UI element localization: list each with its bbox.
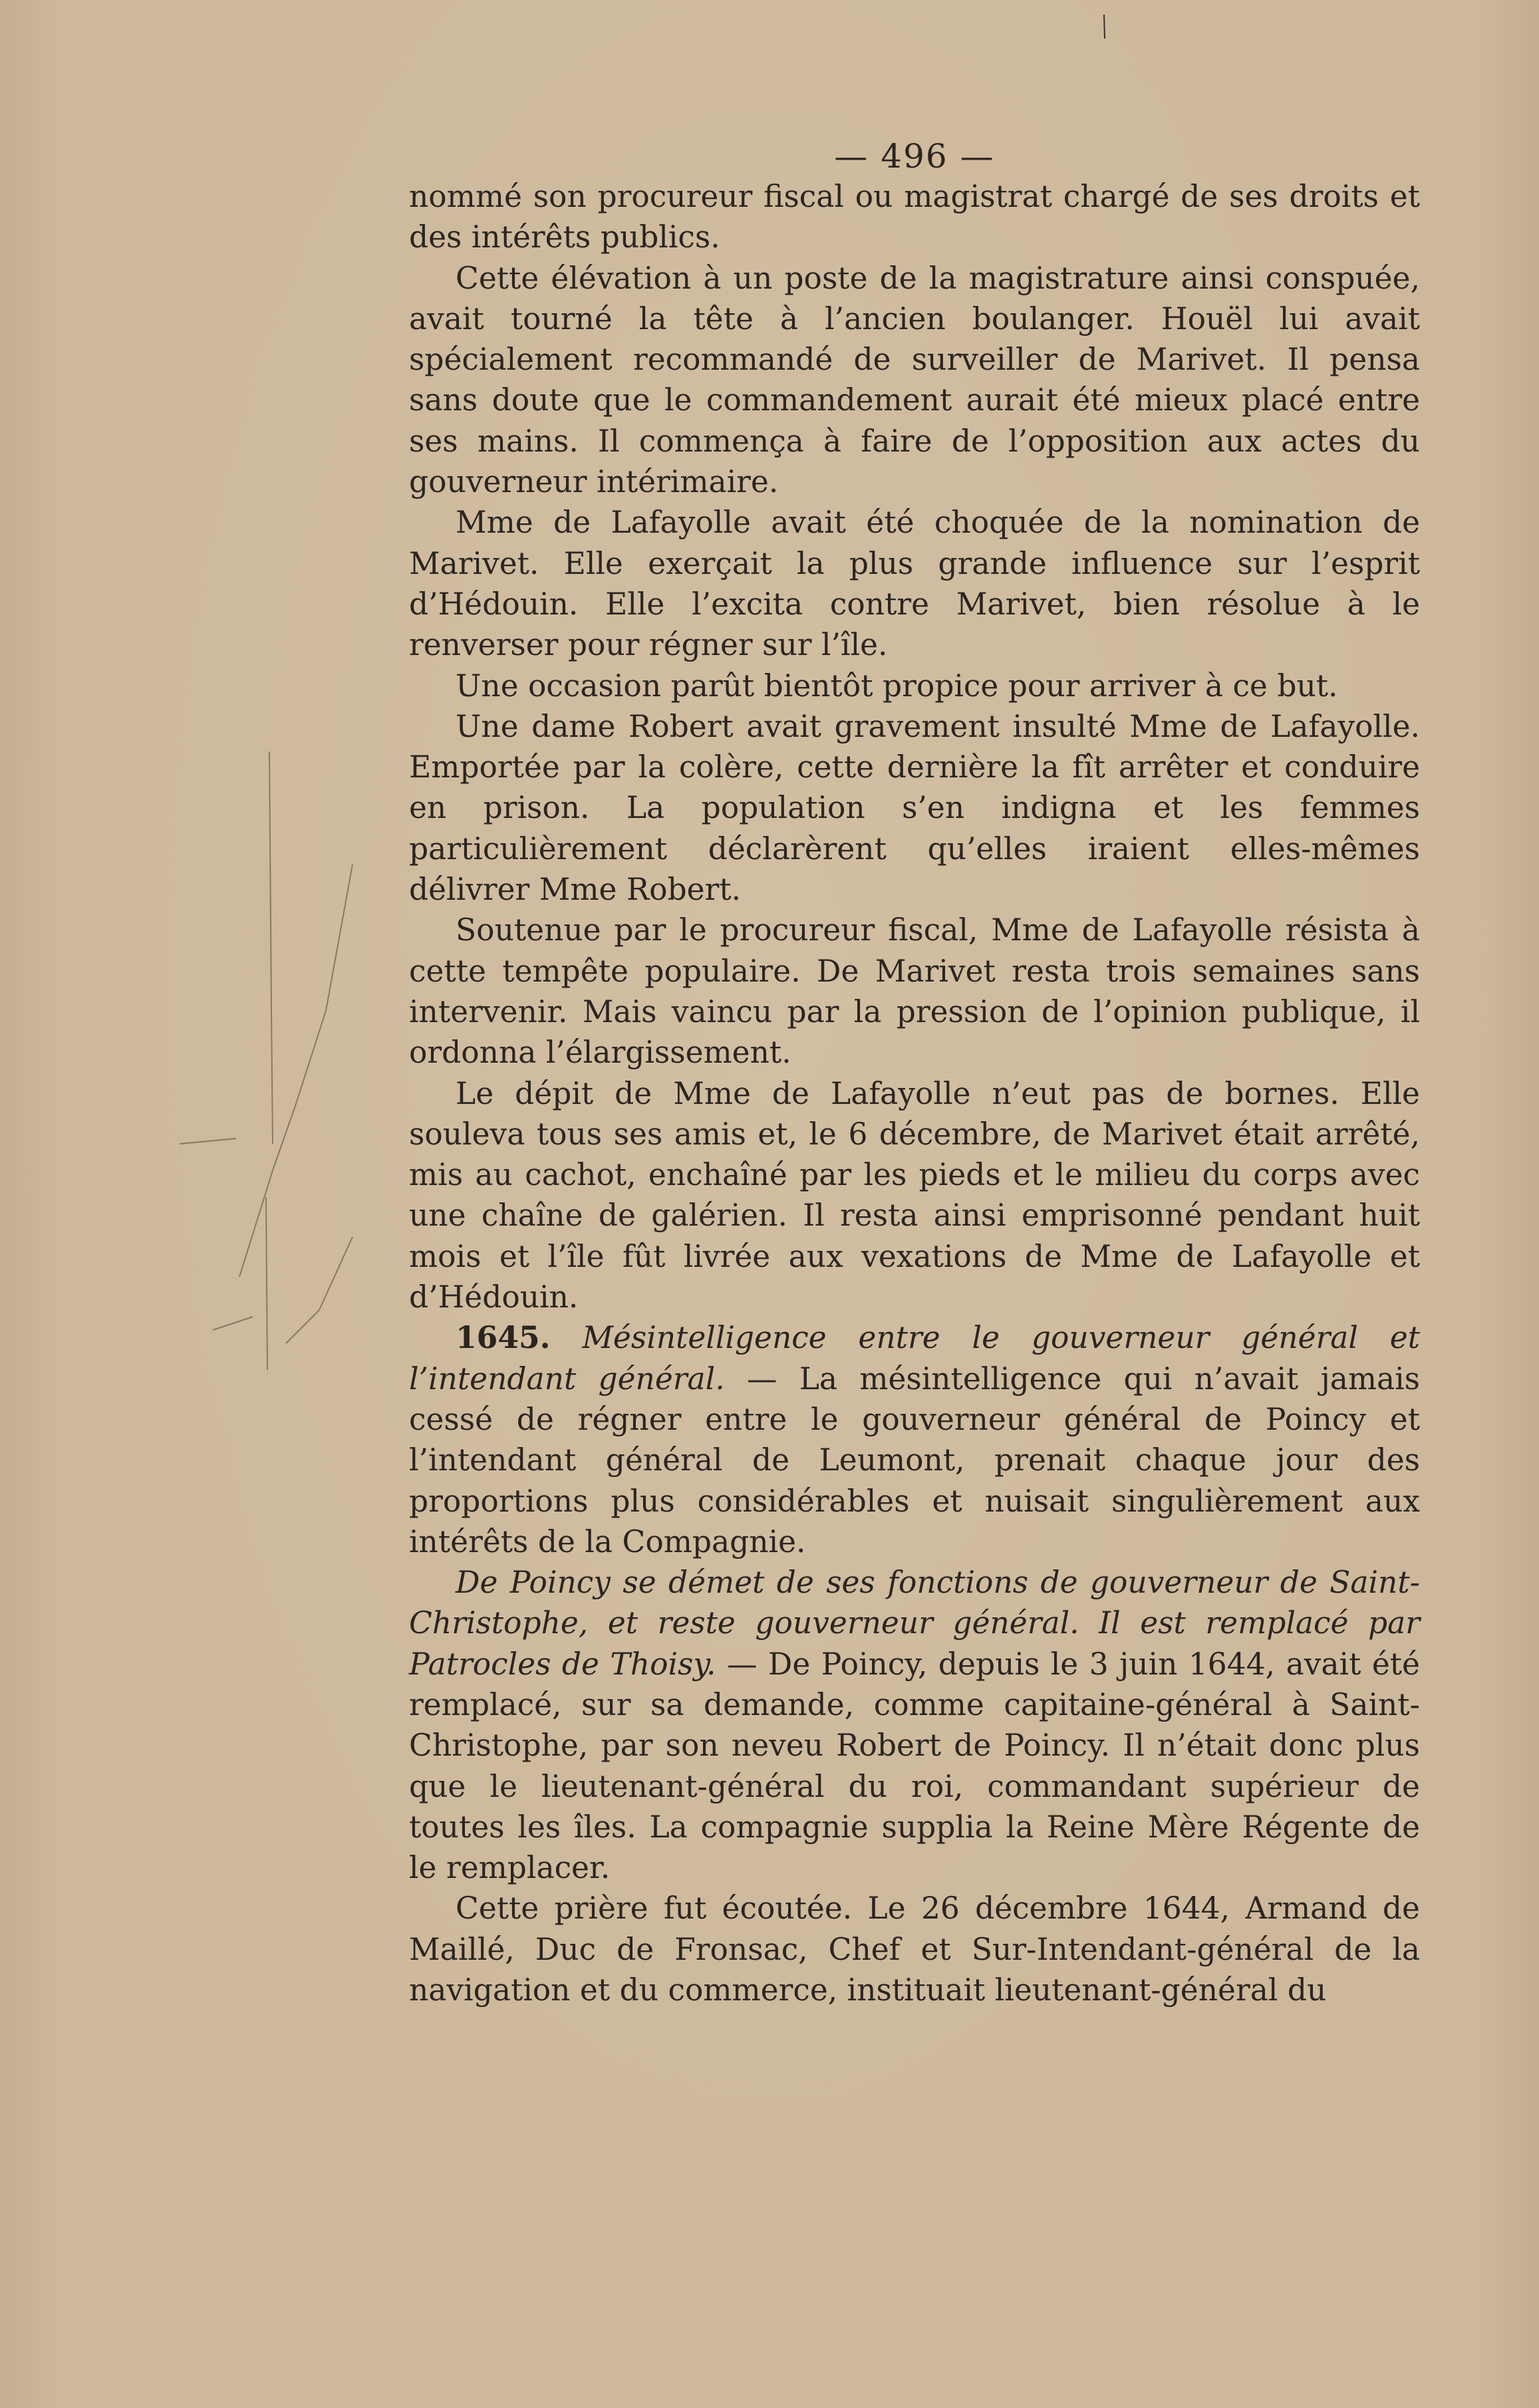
section-paragraph (409, 1317, 1420, 1562)
paragraph: Soutenue par le procureur fiscal, Mme de Lafayolle résista à cette tempête populaire. De Marivet resta trois semaines sans intervenir. Mais vaincu par la pression de l’opinion publique, il ordonna l’élargissement. (409, 912, 1420, 1071)
page-text (409, 136, 1420, 2010)
paragraph: Mme de Lafayolle avait été choquée de la nomination de Marivet. Elle exerçait la plus grande influence sur l’esprit d’Hédouin. Elle l’excita contre Marivet, bien résolue à le renverser pour régner sur l’île. (409, 505, 1420, 663)
section-number: 1645. (456, 1319, 551, 1356)
body-paragraphs (409, 176, 1420, 2010)
section-title: Mésintelligence entre le gouverneur général et l’intendant général. (409, 1320, 1420, 1397)
paragraph: Cette élévation à un poste de la magistrature ainsi conspuée, avait tourné la tête à l’ancien boulanger. Houël lui avait spécialement recommandé de surveiller de Marivet. Il pensa sans doute que le commandement aurait été mieux placé entre ses mains. Il commença à faire de l’opposition aux actes du gouverneur intérimaire. (409, 260, 1420, 500)
page-number: — 496 — (834, 137, 995, 176)
paragraph: Une occasion parût bientôt propice pour arriver à ce but. (456, 668, 1338, 704)
pencil-margin-marks (153, 732, 372, 1383)
paragraph: Le dépit de Mme de Lafayolle n’eut pas de bornes. Elle souleva tous ses amis et, le 6 décembre, de Marivet était arrêté, mis au cachot, enchaîné par les pieds et le milieu du corps avec une chaîne de galérien. Il resta ainsi emprisonné pendant huit mois et l’île fût livrée aux vexations de Mme de Lafayolle et d’Hédouin. (409, 1075, 1420, 1315)
paragraph-lead: De Poincy se démet de ses fonctions de gouverneur de Saint-Christophe, et reste gouverneur général. Il est remplacé par Patrocles de Thoisy. (409, 1565, 1420, 1682)
paragraph: nommé son procureur fiscal ou magistrat chargé de ses droits et des intérêts publics. (409, 179, 1420, 255)
paragraph: Une dame Robert avait gravement insulté Mme de Lafayolle. Emportée par la colère, cette dernière la fît arrêter et conduire en prison. La population s’en indigna et les femmes particulièrement déclarèrent qu’elles iraient elles-mêmes délivrer Mme Robert. (409, 708, 1420, 908)
italic-lead-paragraph (409, 1562, 1420, 1888)
section-text: — La mésintelligence qui n’avait jamais cessé de régner entre le gouverneur général de Poincy et l’intendant général de Leumont, prenait chaque jour des proportions plus considérables et nuisait singulièrement aux intérêts de la Compagnie. (409, 1361, 1420, 1559)
paragraph-text: — De Poincy, depuis le 3 juin 1644, avait été remplacé, sur sa demande, comme capitaine-général à Saint-Christophe, par son neveu Robert de Poincy. Il n’était donc plus que le lieutenant-général du roi, commandant supérieur de toutes les îles. La compagnie supplia la Reine Mère Régente de le remplacer. (409, 1646, 1420, 1886)
paragraph: Cette prière fut écoutée. Le 26 décembre 1644, Armand de Maillé, Duc de Fronsac, Chef et Sur-Intendant-général de la navigation et du commerce, instituait lieutenant-général du (409, 1891, 1420, 2008)
ink-mark (1101, 13, 1107, 40)
